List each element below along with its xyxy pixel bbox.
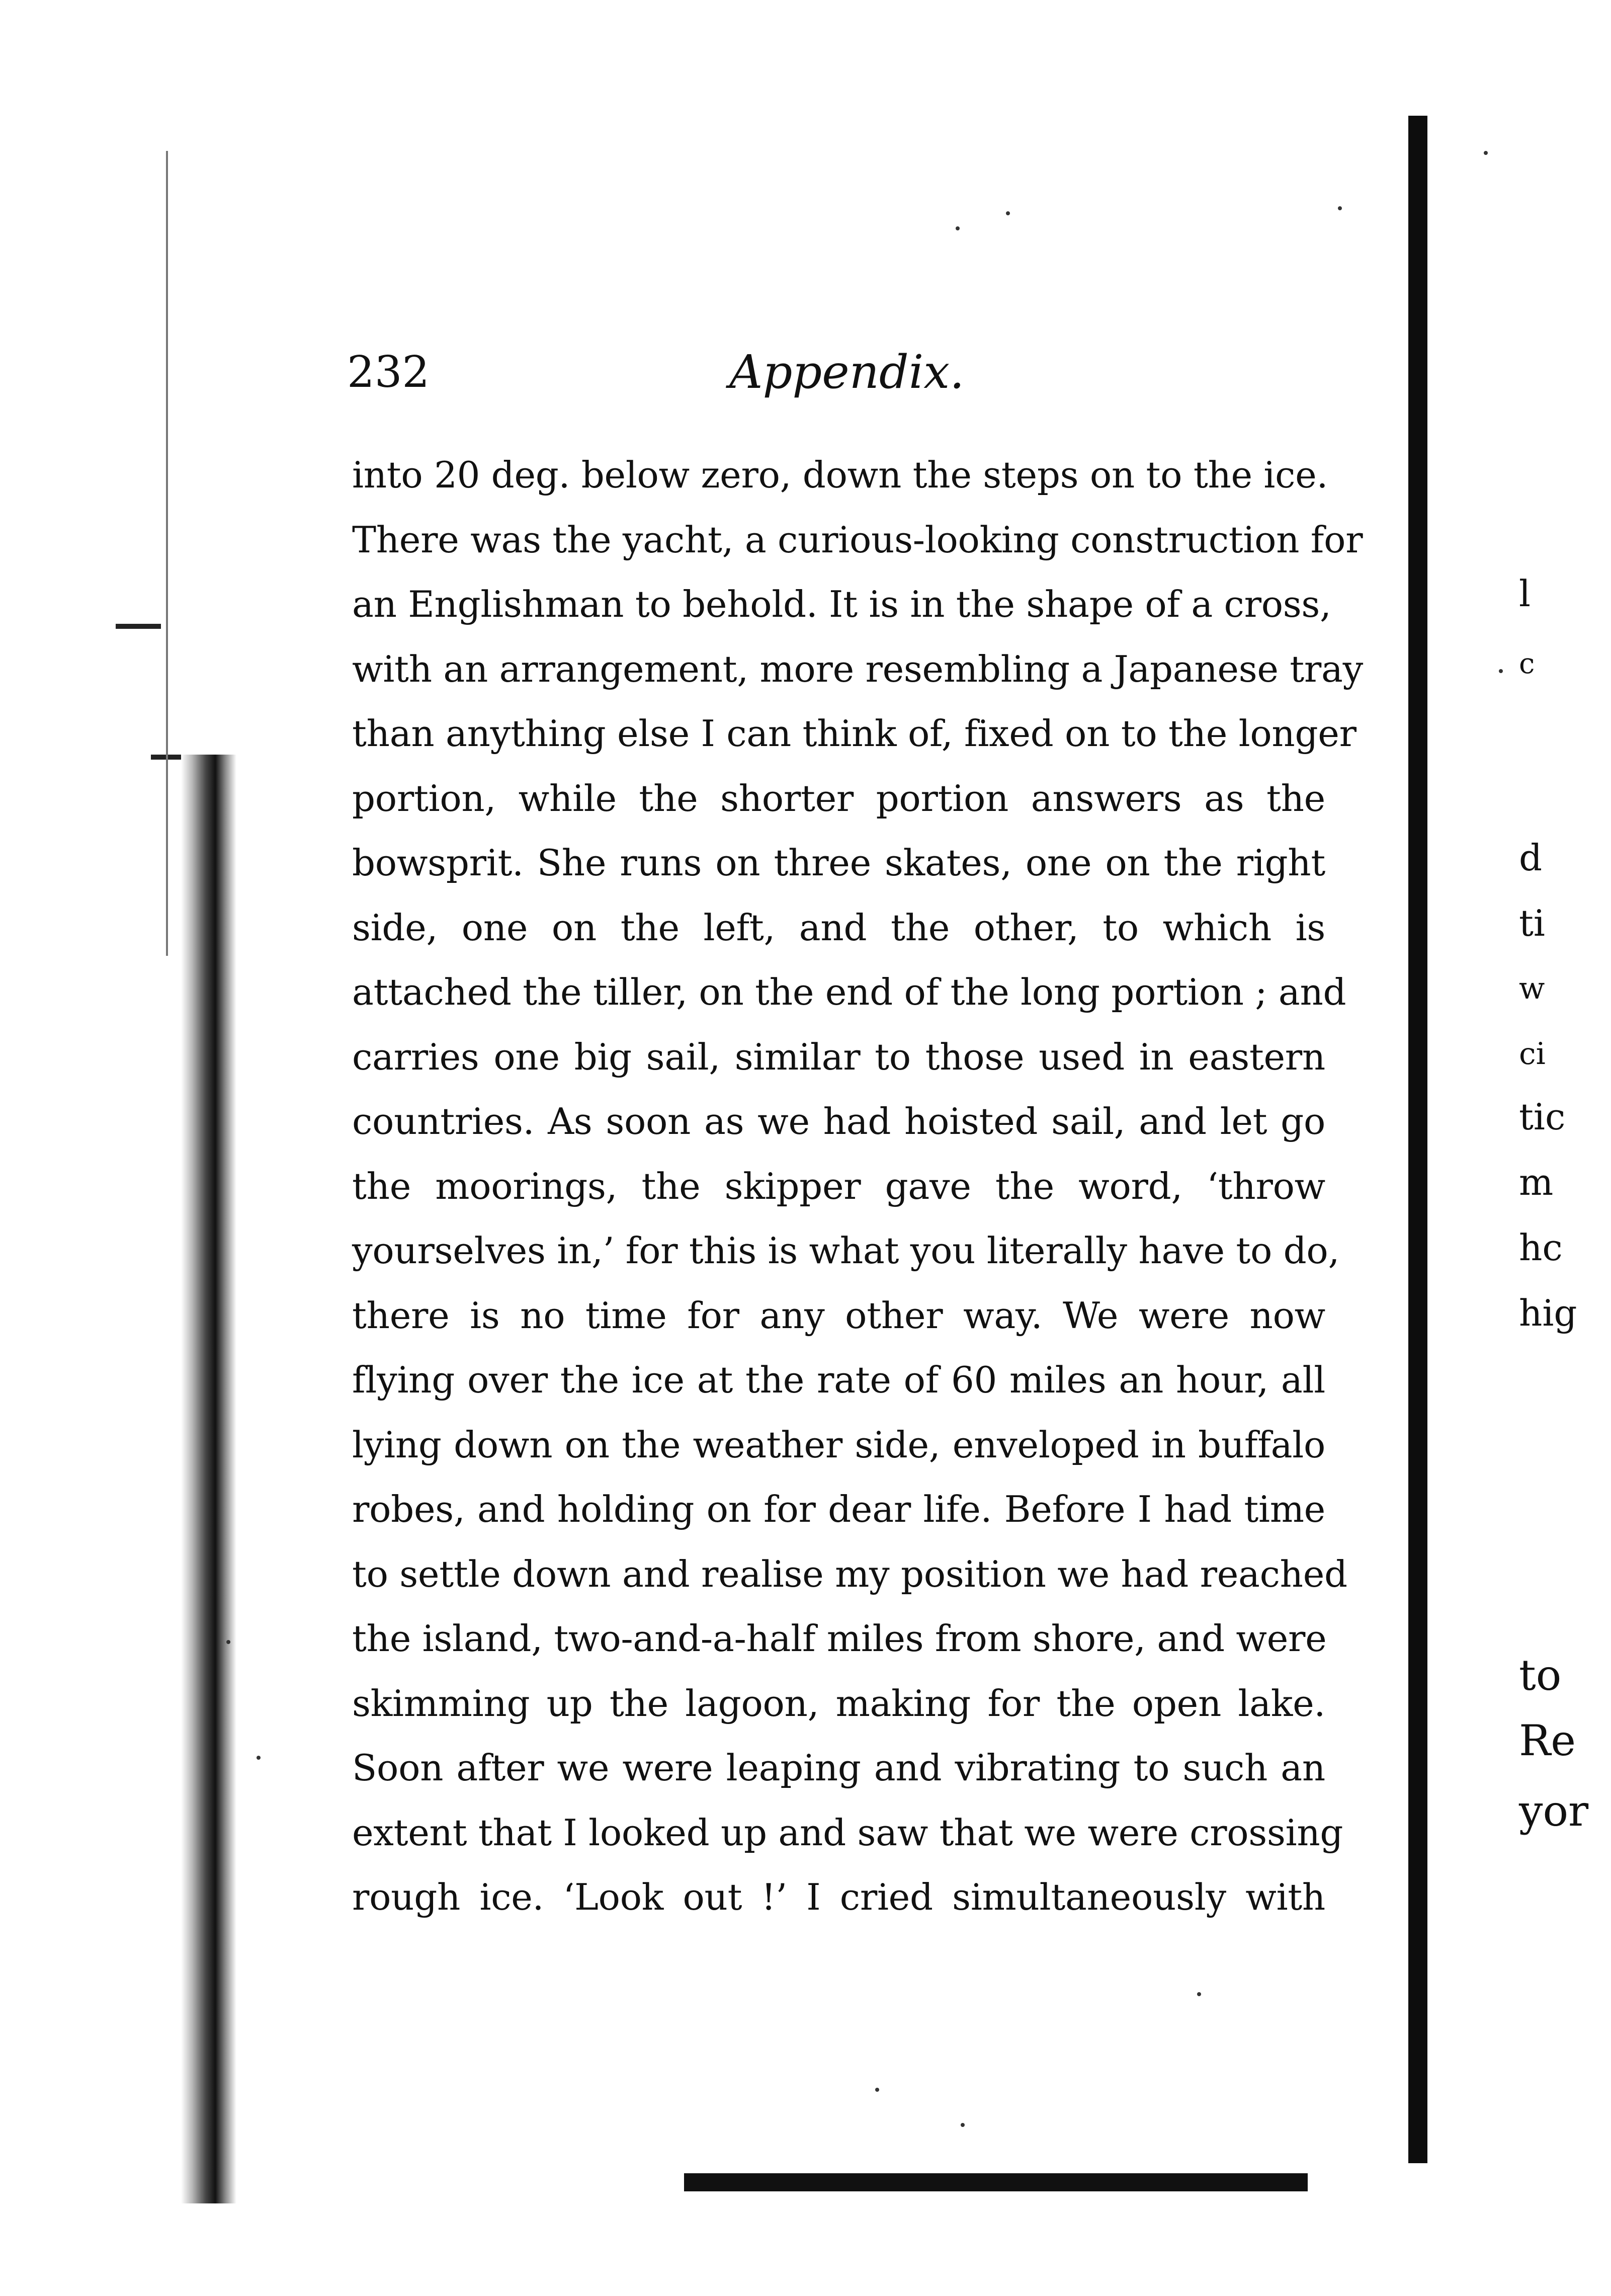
binding-shadow bbox=[181, 755, 236, 2203]
fragment-text: tic bbox=[1519, 1096, 1566, 1138]
text-line: the island, two-and-a-half miles from shore, and were bbox=[352, 1617, 1327, 1660]
scan-speck bbox=[226, 1640, 230, 1644]
text-line: attached the tiller, on the end of the long portion ; and bbox=[352, 971, 1346, 1013]
text-line: extent that I looked up and saw that we were crossing bbox=[352, 1811, 1343, 1854]
text-line: Soon after we were leaping and vibrating to such an bbox=[352, 1747, 1325, 1789]
fragment-text: m bbox=[1519, 1161, 1554, 1203]
text-line: there is no time for any other way. We were now bbox=[352, 1294, 1325, 1337]
text-line: portion, while the shorter portion answers as the bbox=[352, 777, 1325, 819]
gutter-rule bbox=[166, 151, 168, 956]
fragment-text: to bbox=[1519, 1651, 1562, 1700]
scan-speck bbox=[1484, 151, 1488, 155]
scan-speck bbox=[1006, 211, 1010, 215]
running-head: Appendix. bbox=[729, 345, 965, 399]
gutter-rule bbox=[116, 624, 161, 629]
fragment-text: l bbox=[1519, 572, 1531, 615]
text-line: the moorings, the skipper gave the word, ‘throw bbox=[352, 1165, 1325, 1207]
fragment-text: Re bbox=[1519, 1716, 1576, 1765]
text-line: carries one big sail, similar to those used in eastern bbox=[352, 1035, 1325, 1078]
text-line: robes, and holding on for dear life. Before I had time bbox=[352, 1488, 1325, 1530]
text-line: side, one on the left, and the other, to which is bbox=[352, 906, 1325, 949]
fragment-text: c bbox=[1519, 647, 1535, 680]
scan-speck bbox=[257, 1756, 261, 1760]
page-header bbox=[347, 337, 1333, 407]
facing-page-fragments bbox=[1519, 0, 1611, 2296]
fragment-text: ci bbox=[1519, 1036, 1546, 1072]
text-line: lying down on the weather side, enveloped in buffalo bbox=[352, 1423, 1325, 1466]
scan-speck bbox=[956, 226, 960, 230]
text-line: countries. As soon as we had hoisted sail, and let go bbox=[352, 1100, 1325, 1142]
fragment-text: hc bbox=[1519, 1226, 1563, 1269]
fragment-text: d bbox=[1519, 837, 1543, 879]
text-line: to settle down and realise my position we had reached bbox=[352, 1552, 1347, 1595]
text-line: bowsprit. She runs on three skates, one on the right bbox=[352, 842, 1325, 884]
fragment-text: yor bbox=[1519, 1786, 1589, 1836]
text-line: than anything else I can think of, fixed on to the longer bbox=[352, 712, 1356, 755]
text-line: skimming up the lagoon, making for the open lake. bbox=[352, 1682, 1325, 1725]
fragment-text: w bbox=[1519, 971, 1545, 1006]
scan-speck bbox=[1197, 1992, 1201, 1996]
text-line: flying over the ice at the rate of 60 miles an hour, all bbox=[352, 1359, 1325, 1401]
text-line: into 20 deg. below zero, down the steps on to the ice. bbox=[352, 454, 1328, 496]
scan-speck bbox=[961, 2123, 965, 2127]
facing-page-edge bbox=[1408, 116, 1427, 2163]
text-line: yourselves in,’ for this is what you literally have to do, bbox=[352, 1229, 1340, 1272]
text-line: There was the yacht, a curious-looking construction for bbox=[352, 518, 1363, 561]
scan-speck bbox=[1338, 206, 1342, 210]
text-line: with an arrangement, more resembling a Japanese tray bbox=[352, 647, 1364, 690]
scan-speck bbox=[875, 2088, 879, 2092]
body-text bbox=[352, 443, 1364, 1930]
fragment-text: hig bbox=[1519, 1292, 1577, 1334]
scan-speck bbox=[1499, 669, 1503, 673]
bottom-scan-rule bbox=[684, 2173, 1308, 2191]
fragment-text: ti bbox=[1519, 902, 1545, 944]
page-number: 232 bbox=[347, 347, 430, 397]
text-line: rough ice. ‘Look out !’ I cried simultaneously with bbox=[352, 1876, 1325, 1918]
text-line: an Englishman to behold. It is in the shape of a cross, bbox=[352, 583, 1331, 625]
